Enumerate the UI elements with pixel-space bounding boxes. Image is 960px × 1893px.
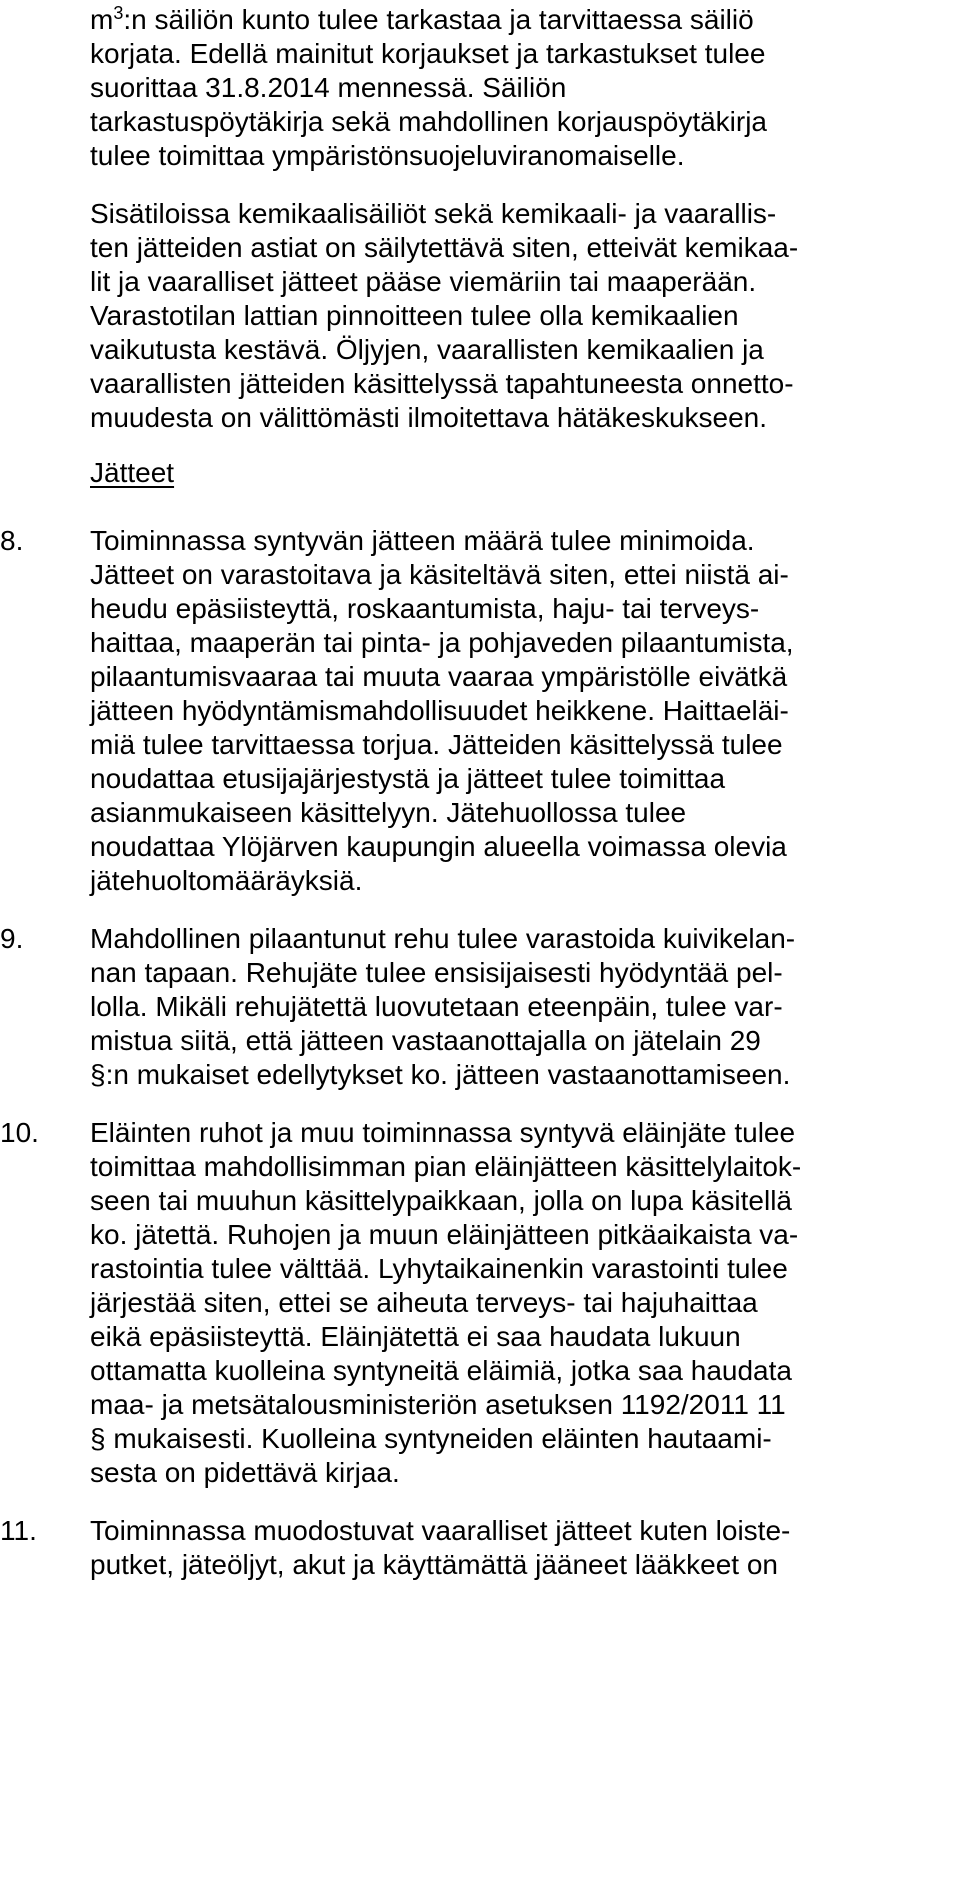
intro-line-text: :n säiliön kunto tulee tarkastaa ja tarvittaessa säiliö [123, 4, 754, 35]
item-11-line: putket, jäteöljyt, akut ja käyttämättä jääneet lääkkeet on [90, 1549, 778, 1580]
item-10-line: ottamatta kuolleina syntyneitä eläimiä, jotka saa haudata [90, 1355, 792, 1386]
item-number: 8. [0, 525, 24, 556]
item-9-line: nan tapaan. Rehujäte tulee ensisijaisesti hyödyntää pel- [90, 957, 783, 988]
item-8-line: heudu epäsiisteyttä, roskaantumista, haju- tai terveys- [90, 593, 760, 624]
item-8-line: noudattaa etusijajärjestystä ja jätteet tulee toimittaa [90, 763, 726, 794]
intro-line: korjata. Edellä mainitut korjaukset ja tarkastukset tulee [90, 38, 766, 69]
item-9-line: lolla. Mikäli rehujätettä luovutetaan eteenpäin, tulee var- [90, 991, 783, 1022]
item-8-line: pilaantumisvaaraa tai muuta vaaraa ympäristölle eivätkä [90, 661, 788, 692]
item-9-line: Mahdollinen pilaantunut rehu tulee varastoida kuivikelan- [90, 923, 796, 954]
item-8-line: jätteen hyödyntämismahdollisuudet heikkene. Haittaeläi- [90, 695, 789, 726]
chemicals-line: vaarallisten jätteiden käsittelyssä tapahtuneesta onnetto- [90, 368, 794, 399]
item-10-line: eikä epäsiisteyttä. Eläinjätettä ei saa haudata lukuun [90, 1321, 741, 1352]
item-10-line: § mukaisesti. Kuolleina syntyneiden eläinten hautaami- [90, 1423, 772, 1454]
item-number: 11. [0, 1515, 37, 1546]
item-8-line: Toiminnassa syntyvän jätteen määrä tulee minimoida. [90, 525, 755, 556]
item-number: 9. [0, 923, 24, 954]
intro-line: tarkastuspöytäkirja sekä mahdollinen korjauspöytäkirja [90, 106, 768, 137]
item-8-line: miä tulee tarvittaessa torjua. Jätteiden käsittelyssä tulee [90, 729, 783, 760]
item-8-line: noudattaa Ylöjärven kaupungin alueella voimassa olevia [90, 831, 787, 862]
section-heading: Jätteet [90, 457, 175, 488]
item-10-line: seen tai muuhun käsittelypaikkaan, jolla on lupa käsitellä [90, 1185, 792, 1216]
item-8-line: haittaa, maaperän tai pinta- ja pohjaveden pilaantumista, [90, 627, 794, 658]
item-8-line: asianmukaiseen käsittelyyn. Jätehuollossa tulee [90, 797, 687, 828]
item-10-line: ko. jätettä. Ruhojen ja muun eläinjätteen pitkäaikaista va- [90, 1219, 799, 1250]
item-11-line: Toiminnassa muodostuvat vaaralliset jätteet kuten loiste- [90, 1515, 791, 1546]
intro-line [90, 3, 754, 37]
intro-line: tulee toimittaa ympäristönsuojeluviranomaiselle. [90, 140, 685, 171]
item-10-line: Eläinten ruhot ja muu toiminnassa syntyvä eläinjäte tulee [90, 1117, 796, 1148]
chemicals-line: Varastotilan lattian pinnoitteen tulee olla kemikaalien [90, 300, 739, 331]
item-10-line: järjestää siten, ettei se aiheuta terveys- tai hajuhaittaa [90, 1287, 758, 1318]
item-10-line: sesta on pidettävä kirjaa. [90, 1457, 400, 1488]
item-9-line: §:n mukaiset edellytykset ko. jätteen vastaanottamiseen. [90, 1059, 791, 1090]
chemicals-line: Sisätiloissa kemikaalisäiliöt sekä kemikaali- ja vaarallis- [90, 198, 777, 229]
chemicals-line: muudesta on välittömästi ilmoitettava hätäkeskukseen. [90, 402, 768, 433]
item-9-line: mistua siitä, että jätteen vastaanottajalla on jätelain 29 [90, 1025, 761, 1056]
chemicals-line: vaikutusta kestävä. Öljyjen, vaarallisten kemikaalien ja [90, 334, 764, 365]
unit-superscript: 3 [113, 3, 124, 23]
item-8-line: jätehuoltomääräyksiä. [90, 865, 363, 896]
item-10-line: rastointia tulee välttää. Lyhytaikainenkin varastointi tulee [90, 1253, 788, 1284]
chemicals-line: ten jätteiden astiat on säilytettävä siten, etteivät kemikaa- [90, 232, 799, 263]
item-8-line: Jätteet on varastoitava ja käsiteltävä siten, ettei niistä ai- [90, 559, 789, 590]
item-number: 10. [0, 1117, 39, 1148]
intro-line: suorittaa 31.8.2014 mennessä. Säiliön [90, 72, 567, 103]
chemicals-line: lit ja vaaralliset jätteet pääse viemäriin tai maaperään. [90, 266, 757, 297]
unit-base: m [90, 4, 114, 35]
item-10-line: maa- ja metsätalousministeriön asetuksen 1192/2011 11 [90, 1389, 786, 1420]
item-10-line: toimittaa mahdollisimman pian eläinjätteen käsittelylaitok- [90, 1151, 802, 1182]
